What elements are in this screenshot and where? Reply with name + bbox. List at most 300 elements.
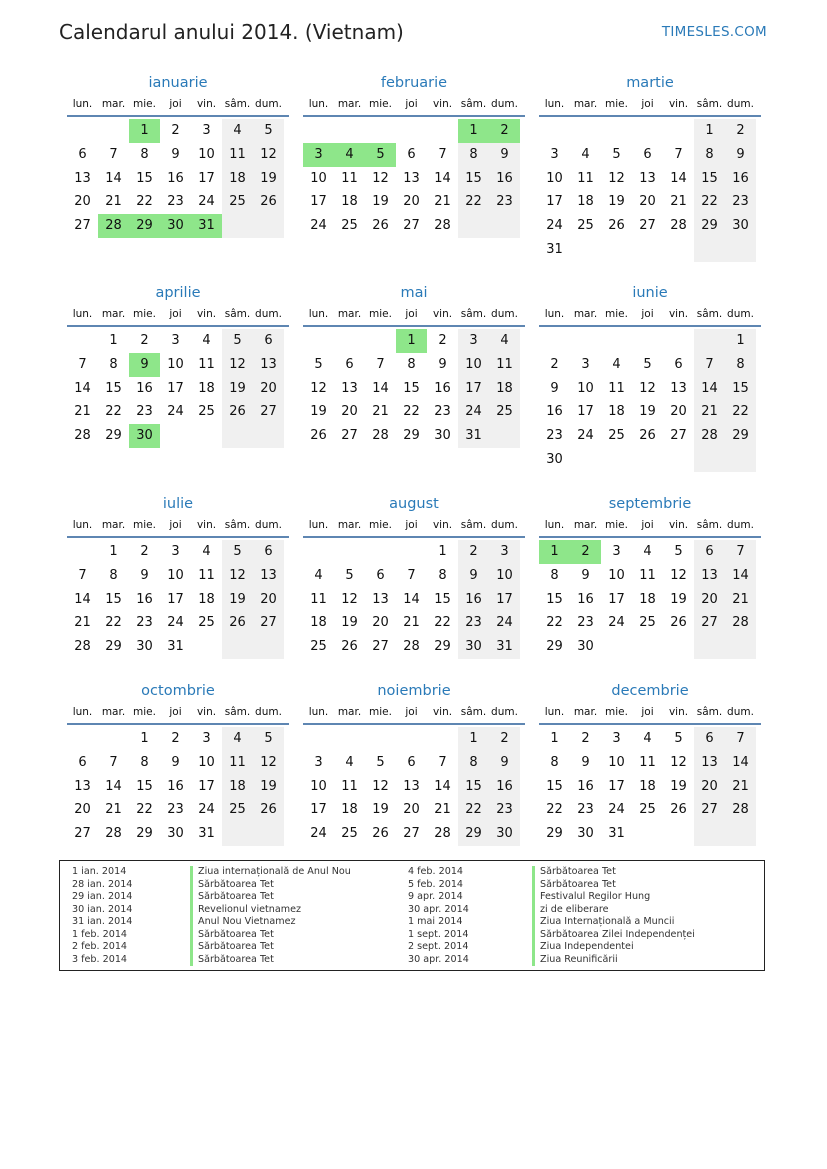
day-cell: 3	[489, 540, 520, 564]
day-cell: 17	[608, 591, 625, 607]
empty-cell	[303, 119, 334, 143]
legend-date: 29 ian. 2014	[72, 891, 133, 902]
day-cell: 31	[458, 424, 489, 448]
day-cell: 4	[222, 119, 253, 143]
day-cell: 7	[376, 356, 385, 372]
month-ianuarie	[67, 73, 289, 238]
weekday-label: dum.	[255, 308, 282, 320]
day-cell: 10	[489, 564, 520, 588]
weekday-label: mar.	[337, 98, 362, 110]
day-cell: 13	[253, 353, 284, 377]
day-cell: 27	[694, 611, 725, 635]
day-cell: 5	[222, 329, 253, 353]
day-cell: 28	[694, 424, 725, 448]
day-cell: 20	[74, 802, 91, 818]
day-cell: 23	[489, 798, 520, 822]
day-cell: 14	[74, 591, 91, 607]
empty-cell	[489, 214, 520, 238]
day-cell: 27	[253, 611, 284, 635]
day-cell: 15	[546, 591, 563, 607]
day-cell: 20	[253, 588, 284, 612]
day-cell: 12	[253, 751, 284, 775]
day-cell: 28	[434, 218, 451, 234]
legend-holiday-name: Ziua Internațională a Muncii	[532, 916, 695, 929]
day-cell: 31	[167, 639, 184, 655]
day-cell: 11	[489, 353, 520, 377]
day-cell: 14	[105, 778, 122, 794]
weekday-label: dum.	[255, 706, 282, 718]
day-cell: 3	[458, 329, 489, 353]
day-cell: 15	[458, 775, 489, 799]
day-grid	[539, 119, 761, 262]
day-cell: 26	[372, 218, 389, 234]
weekday-header	[539, 97, 761, 117]
day-cell: 21	[725, 775, 756, 799]
month-name: august	[389, 496, 439, 512]
day-cell: 6	[407, 146, 416, 162]
empty-cell	[365, 119, 396, 143]
day-cell: 12	[670, 754, 687, 770]
empty-cell	[365, 540, 396, 564]
legend-holiday-name: Revelionul vietnamez	[190, 904, 351, 917]
day-cell: 3	[612, 544, 621, 559]
day-cell: 9	[489, 143, 520, 167]
day-cell: 16	[725, 167, 756, 191]
empty-cell	[191, 424, 222, 448]
month-august	[303, 494, 525, 659]
day-cell: 4	[643, 544, 652, 559]
day-cell: 13	[372, 591, 389, 607]
day-cell: 30	[725, 214, 756, 238]
day-cell: 1	[458, 119, 489, 143]
day-cell: 17	[458, 377, 489, 401]
weekday-label: mie.	[605, 519, 628, 531]
legend-holiday-name: Ziua internațională de Anul Nou	[190, 866, 351, 879]
legend-holiday-name: Sărbătoarea Tet	[190, 954, 351, 967]
day-cell: 7	[694, 353, 725, 377]
weekday-label: mie.	[605, 98, 628, 110]
day-cell: 10	[167, 567, 184, 583]
day-cell: 17	[608, 778, 625, 794]
empty-cell	[253, 214, 284, 238]
day-cell: 30	[577, 639, 594, 655]
day-cell: 12	[253, 143, 284, 167]
weekday-label: sâm.	[224, 519, 251, 531]
day-cell: 24	[546, 218, 563, 234]
weekday-label: vin.	[432, 308, 453, 320]
day-cell: 30	[577, 826, 594, 842]
day-cell: 2	[550, 356, 559, 372]
day-cell: 21	[434, 802, 451, 818]
weekday-label: lun.	[544, 308, 565, 320]
day-cell: 24	[608, 615, 625, 631]
day-cell: 23	[546, 428, 563, 444]
empty-cell	[67, 540, 98, 564]
weekday-label: joi	[405, 308, 418, 320]
empty-cell	[303, 727, 334, 751]
day-cell: 17	[489, 588, 520, 612]
weekday-label: vin.	[196, 706, 217, 718]
day-cell: 17	[310, 194, 327, 210]
empty-cell	[694, 329, 725, 353]
day-cell: 29	[694, 214, 725, 238]
weekday-label: mie.	[133, 706, 156, 718]
day-cell: 22	[546, 615, 563, 631]
day-cell: 18	[222, 167, 253, 191]
weekday-label: mar.	[101, 308, 126, 320]
empty-cell	[632, 448, 663, 472]
weekday-label: dum.	[727, 519, 754, 531]
weekday-label: sâm.	[460, 308, 487, 320]
weekday-label: mar.	[337, 706, 362, 718]
empty-cell	[663, 119, 694, 143]
day-cell: 21	[105, 802, 122, 818]
day-cell: 17	[198, 170, 215, 186]
day-cell: 23	[577, 802, 594, 818]
empty-cell	[334, 727, 365, 751]
day-cell: 30	[489, 822, 520, 846]
month-iulie	[67, 494, 289, 659]
day-grid	[303, 119, 525, 238]
day-cell: 19	[222, 588, 253, 612]
day-cell: 23	[458, 611, 489, 635]
legend-holiday-name: Anul Nou Vietnamez	[190, 916, 351, 929]
day-cell: 25	[198, 404, 215, 420]
day-cell: 13	[74, 170, 91, 186]
legend-date: 30 ian. 2014	[72, 903, 133, 915]
day-cell: 18	[489, 377, 520, 401]
weekday-header	[303, 518, 525, 538]
day-grid	[67, 727, 289, 846]
legend-date: 1 mai 2014	[408, 916, 463, 927]
day-cell: 10	[198, 146, 215, 162]
day-cell: 9	[140, 567, 149, 583]
day-cell: 23	[434, 404, 451, 420]
day-cell: 17	[310, 802, 327, 818]
day-cell: 8	[407, 356, 416, 372]
weekday-label: vin.	[432, 519, 453, 531]
weekday-label: lun.	[308, 706, 329, 718]
empty-cell	[601, 448, 632, 472]
day-cell: 3	[171, 544, 180, 559]
day-cell: 10	[577, 380, 594, 396]
legend-dates-right	[408, 866, 469, 966]
day-cell: 30	[160, 214, 191, 238]
day-cell: 8	[109, 567, 118, 583]
empty-cell	[601, 329, 632, 353]
day-cell: 6	[78, 146, 87, 162]
day-cell: 8	[140, 146, 149, 162]
day-cell: 26	[310, 428, 327, 444]
day-cell: 14	[670, 170, 687, 186]
day-cell: 19	[222, 377, 253, 401]
day-cell: 4	[612, 356, 621, 372]
day-cell: 6	[78, 754, 87, 770]
legend-date: 1 sept. 2014	[408, 928, 469, 940]
empty-cell	[458, 214, 489, 238]
day-cell: 9	[550, 380, 559, 396]
day-cell: 15	[136, 170, 153, 186]
day-cell: 22	[458, 190, 489, 214]
day-cell: 27	[694, 798, 725, 822]
day-cell: 21	[105, 194, 122, 210]
day-cell: 8	[550, 754, 559, 770]
day-cell: 29	[129, 214, 160, 238]
weekday-label: sâm.	[224, 706, 251, 718]
weekday-label: dum.	[491, 706, 518, 718]
day-cell: 23	[167, 194, 184, 210]
day-cell: 8	[550, 567, 559, 583]
legend-date: 5 feb. 2014	[408, 878, 464, 890]
day-cell: 21	[74, 615, 91, 631]
day-cell: 21	[372, 404, 389, 420]
day-cell: 19	[670, 778, 687, 794]
day-cell: 12	[372, 170, 389, 186]
day-cell: 16	[167, 778, 184, 794]
empty-cell	[725, 238, 756, 262]
day-cell: 27	[253, 400, 284, 424]
day-cell: 19	[341, 615, 358, 631]
day-cell: 16	[577, 778, 594, 794]
day-cell: 7	[407, 567, 416, 583]
legend-date: 2 feb. 2014	[72, 941, 128, 952]
day-cell: 26	[253, 798, 284, 822]
day-cell: 6	[253, 329, 284, 353]
month-mai	[303, 283, 525, 448]
day-cell: 1	[140, 731, 149, 746]
day-cell: 19	[253, 775, 284, 799]
weekday-label: mar.	[101, 98, 126, 110]
weekday-label: joi	[169, 519, 182, 531]
day-cell: 25	[341, 218, 358, 234]
weekday-label: mar.	[573, 308, 598, 320]
day-cell: 12	[372, 778, 389, 794]
holiday-legend	[59, 860, 765, 971]
empty-cell	[396, 727, 427, 751]
empty-cell	[98, 727, 129, 751]
weekday-label: lun.	[308, 308, 329, 320]
empty-cell	[694, 238, 725, 262]
legend-holiday-name: Ziua Independentei	[532, 941, 695, 954]
month-martie	[539, 73, 761, 262]
day-cell: 5	[222, 540, 253, 564]
weekday-label: vin.	[668, 308, 689, 320]
day-cell: 14	[372, 380, 389, 396]
day-cell: 13	[694, 564, 725, 588]
empty-cell	[222, 214, 253, 238]
day-cell: 4	[314, 567, 323, 583]
day-cell: 7	[725, 727, 756, 751]
day-cell: 14	[105, 170, 122, 186]
weekday-label: sâm.	[460, 98, 487, 110]
weekday-label: sâm.	[696, 308, 723, 320]
day-grid	[303, 540, 525, 659]
day-cell: 16	[458, 588, 489, 612]
weekday-label: mie.	[133, 519, 156, 531]
day-cell: 25	[639, 802, 656, 818]
legend-holiday-name: zi de eliberare	[532, 904, 695, 917]
day-cell: 30	[167, 826, 184, 842]
day-cell: 2	[581, 731, 590, 746]
day-cell: 8	[140, 754, 149, 770]
day-cell: 19	[608, 194, 625, 210]
day-cell: 20	[694, 588, 725, 612]
day-cell: 30	[136, 639, 153, 655]
day-cell: 20	[639, 194, 656, 210]
day-cell: 30	[546, 451, 563, 467]
day-cell: 4	[202, 333, 211, 348]
day-cell: 6	[694, 727, 725, 751]
day-cell: 10	[608, 754, 625, 770]
empty-cell	[427, 119, 458, 143]
weekday-label: dum.	[727, 706, 754, 718]
day-cell: 15	[105, 591, 122, 607]
weekday-label: sâm.	[696, 706, 723, 718]
weekday-label: lun.	[544, 519, 565, 531]
day-cell: 22	[403, 404, 420, 420]
day-cell: 29	[136, 826, 153, 842]
legend-date: 4 feb. 2014	[408, 866, 464, 877]
day-cell: 19	[639, 404, 656, 420]
day-cell: 18	[310, 615, 327, 631]
empty-cell	[663, 635, 694, 659]
legend-date: 2 sept. 2014	[408, 941, 469, 952]
day-cell: 28	[74, 428, 91, 444]
day-cell: 11	[639, 567, 656, 583]
day-cell: 31	[198, 826, 215, 842]
day-cell: 25	[222, 798, 253, 822]
day-cell: 13	[694, 751, 725, 775]
day-cell: 14	[403, 591, 420, 607]
day-cell: 11	[222, 143, 253, 167]
month-name: februarie	[380, 75, 448, 91]
month-name: aprilie	[155, 285, 201, 301]
day-cell: 22	[105, 404, 122, 420]
day-cell: 20	[74, 194, 91, 210]
legend-holiday-name: Festivalul Regilor Hung	[532, 891, 695, 904]
day-cell: 24	[577, 428, 594, 444]
day-cell: 30	[458, 635, 489, 659]
day-cell: 15	[546, 778, 563, 794]
day-cell: 1	[539, 540, 570, 564]
day-grid	[539, 329, 761, 472]
weekday-label: lun.	[308, 519, 329, 531]
day-cell: 5	[643, 356, 652, 372]
empty-cell	[427, 727, 458, 751]
day-grid	[539, 540, 761, 659]
day-cell: 27	[74, 826, 91, 842]
day-cell: 25	[608, 428, 625, 444]
weekday-label: mie.	[605, 308, 628, 320]
day-cell: 9	[725, 143, 756, 167]
month-name: ianuarie	[148, 75, 208, 91]
empty-cell	[67, 329, 98, 353]
site-link[interactable]: TIMESLES.COM	[661, 24, 767, 40]
day-cell: 18	[577, 194, 594, 210]
day-cell: 16	[489, 167, 520, 191]
day-cell: 7	[78, 356, 87, 372]
empty-cell	[334, 329, 365, 353]
day-cell: 30	[434, 428, 451, 444]
day-cell: 11	[310, 591, 327, 607]
day-cell: 2	[489, 727, 520, 751]
day-cell: 9	[171, 754, 180, 770]
day-cell: 28	[98, 214, 129, 238]
month-name: iunie	[632, 285, 668, 301]
legend-holiday-name: Sărbătoarea Tet	[532, 879, 695, 892]
day-cell: 8	[109, 356, 118, 372]
legend-names-left	[190, 866, 351, 966]
day-cell: 12	[341, 591, 358, 607]
month-octombrie	[67, 681, 289, 846]
empty-cell	[632, 635, 663, 659]
day-cell: 25	[489, 400, 520, 424]
weekday-label: mar.	[573, 519, 598, 531]
day-cell: 16	[136, 591, 153, 607]
day-cell: 1	[458, 727, 489, 751]
day-cell: 2	[171, 123, 180, 138]
empty-cell	[632, 822, 663, 846]
weekday-label: joi	[405, 98, 418, 110]
weekday-label: lun.	[72, 98, 93, 110]
day-cell: 13	[403, 778, 420, 794]
day-cell: 15	[458, 167, 489, 191]
day-grid	[67, 329, 289, 448]
day-cell: 22	[725, 400, 756, 424]
weekday-label: joi	[405, 519, 418, 531]
day-cell: 4	[489, 329, 520, 353]
legend-date: 1 ian. 2014	[72, 866, 127, 877]
day-cell: 27	[341, 428, 358, 444]
day-cell: 3	[550, 146, 559, 162]
empty-cell	[725, 635, 756, 659]
day-cell: 31	[546, 241, 563, 257]
day-cell: 14	[725, 564, 756, 588]
day-cell: 20	[694, 775, 725, 799]
day-cell: 28	[105, 826, 122, 842]
day-cell: 17	[546, 194, 563, 210]
day-cell: 24	[608, 802, 625, 818]
day-cell: 7	[109, 146, 118, 162]
legend-holiday-name: Sărbătoarea Tet	[190, 929, 351, 942]
weekday-label: sâm.	[460, 706, 487, 718]
day-cell: 18	[341, 194, 358, 210]
weekday-label: sâm.	[696, 519, 723, 531]
day-cell: 9	[129, 353, 160, 377]
day-cell: 22	[458, 798, 489, 822]
weekday-header	[539, 307, 761, 327]
day-cell: 4	[202, 544, 211, 559]
day-cell: 10	[167, 356, 184, 372]
day-cell: 19	[253, 167, 284, 191]
month-aprilie	[67, 283, 289, 448]
day-cell: 6	[253, 540, 284, 564]
day-cell: 15	[403, 380, 420, 396]
weekday-label: mie.	[369, 706, 392, 718]
weekday-label: sâm.	[460, 519, 487, 531]
weekday-header	[303, 705, 525, 725]
weekday-label: vin.	[196, 308, 217, 320]
day-cell: 11	[198, 567, 215, 583]
empty-cell	[222, 822, 253, 846]
day-cell: 27	[372, 639, 389, 655]
empty-cell	[396, 540, 427, 564]
day-cell: 28	[670, 218, 687, 234]
day-cell: 26	[670, 802, 687, 818]
day-cell: 22	[694, 190, 725, 214]
day-cell: 29	[105, 639, 122, 655]
empty-cell	[98, 119, 129, 143]
